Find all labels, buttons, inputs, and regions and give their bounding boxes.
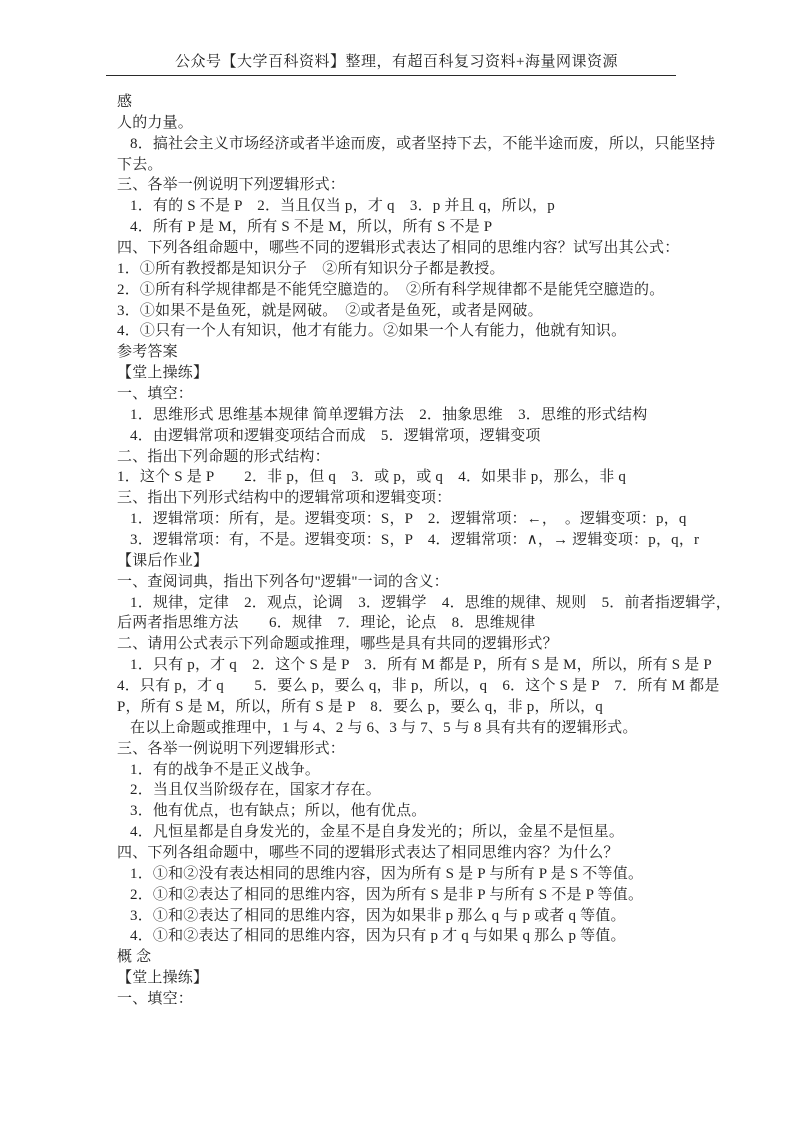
text-line: 4．所有 P 是 M，所有 S 不是 M，所以，所有 S 不是 P — [130, 219, 493, 236]
text-line: 8．搞社会主义市场经济或者半途而废，或者坚持下去，不能半途而废，所以，只能坚持 — [130, 135, 716, 152]
text-line: 3．①和②表达了相同的思维内容，因为如果非 p 那么 q 与 p 或者 q 等值。 — [130, 907, 626, 924]
text-line: 【课后作业】 — [117, 552, 209, 569]
text-line: 【堂上操练】 — [117, 970, 209, 987]
text-line: 后两者指思维方法 6．规律 7．理论，论点 8．思维规律 — [117, 615, 536, 632]
text-line: 1．有的战争不是正义战争。 — [130, 761, 321, 778]
text-line: 1．思维形式 思维基本规律 简单逻辑方法 2．抽象思维 3．思维的形式结构 — [130, 406, 648, 423]
text-line: 4．①只有一个人有知识，他才有能力。②如果一个人有能力，他就有知识。 — [117, 323, 627, 340]
text-line: 2．当且仅当阶级存在，国家才存在。 — [130, 782, 381, 799]
text-line: 1．逻辑常项：所有，是。逻辑变项：S，P 2．逻辑常项：←， 。逻辑变项：p，q — [130, 511, 687, 528]
text-line: 三、各举一例说明下列逻辑形式： — [117, 740, 346, 757]
text-line: 3．①如果不是鱼死，就是网破。 ②或者是鱼死，或者是网破。 — [117, 302, 543, 319]
text-line: 1．规律，定律 2．观点，论调 3．逻辑学 4．思维的规律、规则 5．前者指逻辑学， — [130, 594, 731, 611]
text-line: 1．①所有教授都是知识分子 ②所有知识分子都是教授。 — [117, 260, 505, 277]
text-line: 三、各举一例说明下列逻辑形式： — [117, 177, 346, 194]
text-line: 参考答案 — [117, 344, 178, 361]
text-line: 4．①和②表达了相同的思维内容，因为只有 p 才 q 与如果 q 那么 p 等值。 — [130, 928, 626, 945]
text-line: 4．只有 p，才 q 5．要么 p，要么 q，非 p，所以，q 6．这个 S 是 P 7．所有 M 都是 — [117, 678, 720, 695]
text-line: 四、下列各组命题中，哪些不同的逻辑形式表达了相同思维内容？为什么？ — [117, 844, 619, 861]
text-line: 四、下列各组命题中，哪些不同的逻辑形式表达了相同的思维内容？试写出其公式： — [117, 240, 680, 257]
text-line: 二、请用公式表示下列命题或推理，哪些是具有共同的逻辑形式？ — [117, 636, 558, 653]
page-header-text: 公众号【大学百科资料】整理，有超百科复习资料+海量网课资源 — [175, 54, 618, 70]
text-line: 概 念 — [117, 949, 152, 966]
text-line: 2．①所有科学规律都是不能凭空臆造的。 ②所有科学规律都不是能凭空臆造的。 — [117, 281, 665, 298]
text-line: 1．有的 S 不是 P 2．当且仅当 p，才 q 3．p 并且 q，所以，p — [130, 198, 555, 215]
text-line: 3．逻辑常项：有，不是。逻辑变项：S，P 4．逻辑常项：∧，→ 逻辑变项：p，q，r — [130, 532, 700, 549]
text-line: 在以上命题或推理中，1 与 4、2 与 6、3 与 7、5 与 8 具有共有的逻辑形式。 — [130, 719, 638, 736]
text-line: 4．凡恒星都是自身发光的，金星不是自身发光的；所以，金星不是恒星。 — [130, 824, 625, 841]
text-line: 三、指出下列形式结构中的逻辑常项和逻辑变项： — [117, 490, 452, 507]
text-line: 二、指出下列命题的形式结构： — [117, 448, 330, 465]
text-line: 【堂上操练】 — [117, 365, 209, 382]
text-line: 4．由逻辑常项和逻辑变项结合而成 5．逻辑常项，逻辑变项 — [130, 427, 541, 444]
text-line: 感 — [117, 94, 133, 110]
header-underline — [106, 75, 676, 76]
document-body — [117, 92, 737, 1010]
text-line: 1．这个 S 是 P 2．非 p，但 q 3．或 p，或 q 4．如果非 p，那么，非 q — [117, 469, 627, 486]
text-line: 一、填空： — [117, 990, 194, 1007]
text-line: 2．①和②表达了相同的思维内容，因为所有 S 是非 P 与所有 S 不是 P 等值。 — [130, 886, 644, 903]
text-line: 一、查阅词典，指出下列各句"逻辑"一词的含义： — [117, 573, 449, 590]
text-line: 人的力量。 — [117, 114, 194, 131]
text-line: P，所有 S 是 M，所以，所有 S 是 P 8．要么 p，要么 q，非 p，所以，q — [117, 698, 604, 715]
text-line: 1．①和②没有表达相同的思维内容，因为所有 S 是 P 与所有 P 是 S 不等值。 — [130, 865, 644, 882]
text-line: 3．他有优点，也有缺点；所以，他有优点。 — [130, 803, 427, 820]
text-line: 1．只有 p，才 q 2．这个 S 是 P 3．所有 M 都是 P，所有 S 是 M，所以，所有 S 是 P — [130, 657, 712, 674]
text-line: 下去。 — [117, 156, 163, 173]
text-line: 一、填空： — [117, 386, 194, 403]
